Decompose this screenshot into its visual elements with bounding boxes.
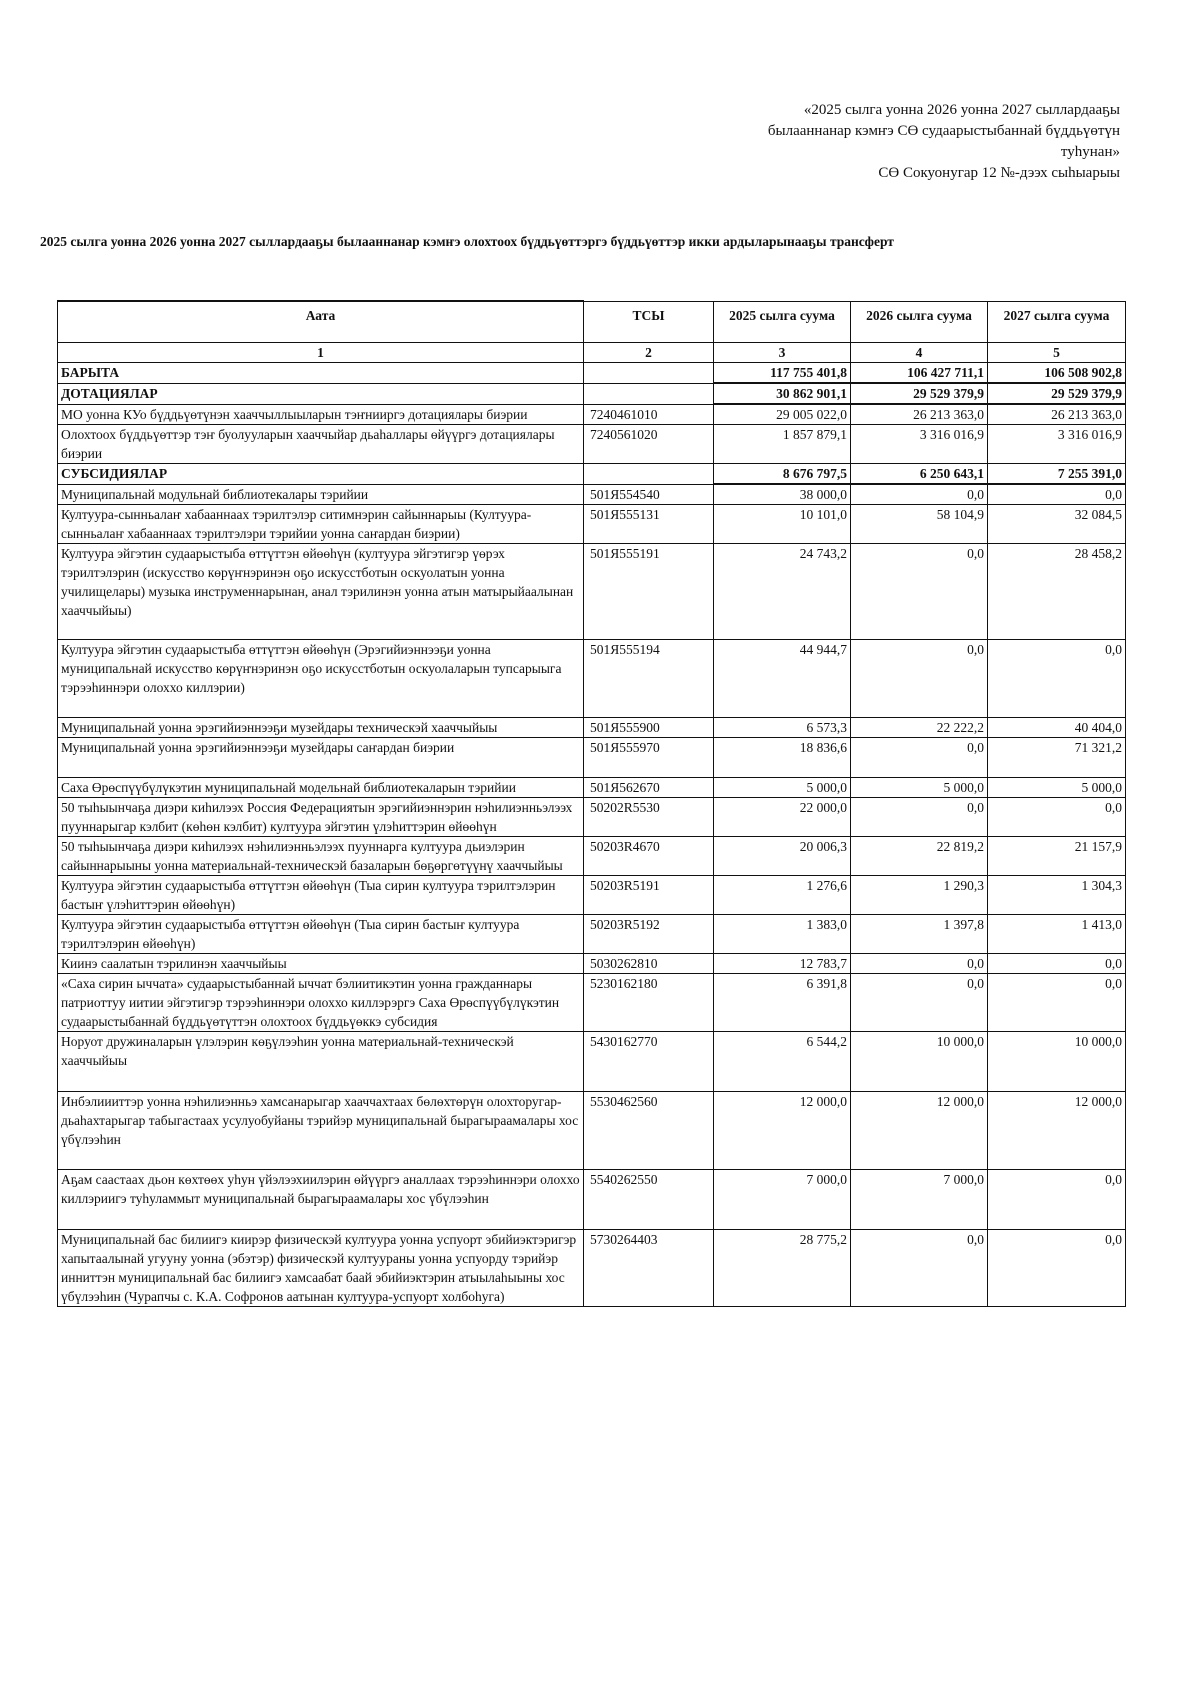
table-row bbox=[58, 425, 1126, 464]
row-name: Муниципальнай модульнай библиотекалары тэрийии bbox=[58, 484, 584, 505]
approval-note bbox=[680, 100, 1120, 184]
value-2026: 0,0 bbox=[851, 798, 988, 837]
value-2027: 21 157,9 bbox=[988, 837, 1126, 876]
value-2025: 6 391,8 bbox=[714, 974, 851, 1032]
row-code bbox=[584, 464, 714, 485]
value-2026: 0,0 bbox=[851, 1230, 988, 1307]
value-2025: 117 755 401,8 bbox=[714, 363, 851, 384]
value-2027: 0,0 bbox=[988, 640, 1126, 718]
row-code: 5230162180 bbox=[584, 974, 714, 1032]
row-name: Култуура эйгэтин судаарыстыба өттүттэн өйөөһүн (Тыа сирин култуура тэрилтэлэрин бастыҥ үлэһиттэрин өйөөһүн) bbox=[58, 876, 584, 915]
row-code: 50203R5191 bbox=[584, 876, 714, 915]
row-name: Култуура эйгэтин судаарыстыба өттүттэн өйөөһүн (култуура эйгэтигэр үөрэх тэрилтэлэрин (искусство көрүҥнэринэн оҕо искусстботын оскуолатын уонна училищелары) музыка инструменнарынан, анал тэрилинэн уонна атын матырыйаалынан хааччыйыы) bbox=[58, 544, 584, 640]
transfers-table bbox=[57, 300, 1126, 1307]
row-code: 5430162770 bbox=[584, 1032, 714, 1092]
value-2026: 10 000,0 bbox=[851, 1032, 988, 1092]
row-name: «Саха сирин ыччата» судаарыстыбаннай ыччат бэлиитикэтин уонна гражданнары патриоттуу иитии эйгэтигэр тэрээһиннэри олоххо киллэрэргэ Саха Өрөспүүбүлүкэтин судаарыстыбаннай бүддьүөтүттэн олохтоох бүддьүөккэ субсидия bbox=[58, 974, 584, 1032]
value-2027: 0,0 bbox=[988, 798, 1126, 837]
row-code: 501Я555900 bbox=[584, 718, 714, 738]
value-2025: 1 383,0 bbox=[714, 915, 851, 954]
value-2027: 0,0 bbox=[988, 954, 1126, 974]
table-row bbox=[58, 778, 1126, 798]
value-2025: 22 000,0 bbox=[714, 798, 851, 837]
table-row bbox=[58, 544, 1126, 640]
row-name: Инбэлиииттэр уонна нэһилиэнньэ хамсанарыгар хааччахтаах бөлөхтөрүн олохторугар-дьаһахтарыгар табыгастаах усулуобуйаны тэрийэр муниципальнай бырагыраамалары хос үбүлээһин bbox=[58, 1092, 584, 1170]
column-index: 2 bbox=[584, 343, 714, 363]
value-2026: 0,0 bbox=[851, 738, 988, 778]
column-index: 4 bbox=[851, 343, 988, 363]
row-code: 5730264403 bbox=[584, 1230, 714, 1307]
value-2025: 20 006,3 bbox=[714, 837, 851, 876]
row-code: 501Я555191 bbox=[584, 544, 714, 640]
value-2026: 1 397,8 bbox=[851, 915, 988, 954]
row-name: ДОТАЦИЯЛАР bbox=[58, 383, 584, 404]
row-name: Муниципальнай уонна эрэгийиэннээҕи музейдары саҥардан биэрии bbox=[58, 738, 584, 778]
value-2025: 12 783,7 bbox=[714, 954, 851, 974]
row-name: Култуура эйгэтин судаарыстыба өттүттэн өйөөһүн (Тыа сирин бастыҥ култуура тэрилтэлэрин өйөөһүн) bbox=[58, 915, 584, 954]
value-2027: 3 316 016,9 bbox=[988, 425, 1126, 464]
row-name: 50 тыһыынчаҕа диэри киһилээх Россия Федерациятын эрэгийиэннэрин нэһилиэнньэлээх пууннарыгар кэлбит (көһөн кэлбит) култуура эйгэтин үлэһиттэрин өйөөһүн bbox=[58, 798, 584, 837]
value-2026: 7 000,0 bbox=[851, 1170, 988, 1230]
document-title: 2025 сылга уонна 2026 уонна 2027 сыллардааҕы былааннанар кэмҥэ олохтоох бүддьүөттэргэ бүддьүөттэр икки ардыларынааҕы трансферт bbox=[40, 234, 894, 249]
value-2025: 18 836,6 bbox=[714, 738, 851, 778]
row-code bbox=[584, 383, 714, 404]
value-2027: 1 413,0 bbox=[988, 915, 1126, 954]
value-2027: 71 321,2 bbox=[988, 738, 1126, 778]
row-name: Муниципальнай уонна эрэгийиэннээҕи музейдары техническэй хааччыйыы bbox=[58, 718, 584, 738]
value-2026: 0,0 bbox=[851, 974, 988, 1032]
value-2026: 3 316 016,9 bbox=[851, 425, 988, 464]
row-name: Аҕам саастаах дьон көхтөөх уһун үйэлээхиилэрин өйүүргэ аналлаах тэрээһиннэри олоххо киллэриигэ туһуламмыт муниципальнай бырагыраамалары хос үбүлээһин bbox=[58, 1170, 584, 1230]
value-2026: 12 000,0 bbox=[851, 1092, 988, 1170]
table-row bbox=[58, 484, 1126, 505]
value-2027: 29 529 379,9 bbox=[988, 383, 1126, 404]
value-2025: 6 573,3 bbox=[714, 718, 851, 738]
value-2027: 28 458,2 bbox=[988, 544, 1126, 640]
row-code: 7240561020 bbox=[584, 425, 714, 464]
table-row bbox=[58, 640, 1126, 718]
value-2025: 28 775,2 bbox=[714, 1230, 851, 1307]
value-2026: 106 427 711,1 bbox=[851, 363, 988, 384]
value-2025: 44 944,7 bbox=[714, 640, 851, 718]
value-2026: 22 819,2 bbox=[851, 837, 988, 876]
value-2027: 10 000,0 bbox=[988, 1032, 1126, 1092]
value-2025: 5 000,0 bbox=[714, 778, 851, 798]
table-row bbox=[58, 1092, 1126, 1170]
table-row bbox=[58, 1230, 1126, 1307]
value-2025: 10 101,0 bbox=[714, 505, 851, 544]
table-row bbox=[58, 798, 1126, 837]
row-code: 501Я562670 bbox=[584, 778, 714, 798]
header-2027: 2027 сылга суума bbox=[988, 301, 1126, 343]
value-2026: 29 529 379,9 bbox=[851, 383, 988, 404]
table-row bbox=[58, 876, 1126, 915]
table-body bbox=[58, 363, 1126, 1307]
row-code: 5540262550 bbox=[584, 1170, 714, 1230]
value-2025: 29 005 022,0 bbox=[714, 404, 851, 425]
table-row bbox=[58, 974, 1126, 1032]
value-2025: 6 544,2 bbox=[714, 1032, 851, 1092]
table-row bbox=[58, 718, 1126, 738]
value-2027: 0,0 bbox=[988, 1170, 1126, 1230]
table-header-row bbox=[58, 301, 1126, 343]
value-2025: 38 000,0 bbox=[714, 484, 851, 505]
value-2027: 1 304,3 bbox=[988, 876, 1126, 915]
row-name: 50 тыһыынчаҕа диэри киһилээх нэһилиэнньэлээх пууннарга култуура дьиэлэрин сайыннарыыны уонна материальнай-техническэй базаларын бөҕөргөтүүнү хааччыйыы bbox=[58, 837, 584, 876]
value-2025: 24 743,2 bbox=[714, 544, 851, 640]
value-2026: 0,0 bbox=[851, 544, 988, 640]
value-2026: 0,0 bbox=[851, 954, 988, 974]
value-2026: 5 000,0 bbox=[851, 778, 988, 798]
value-2026: 0,0 bbox=[851, 640, 988, 718]
row-name: Киинэ саалатын тэрилинэн хааччыйыы bbox=[58, 954, 584, 974]
table-row bbox=[58, 915, 1126, 954]
header-name: Аата bbox=[58, 301, 584, 343]
table-row bbox=[58, 1170, 1126, 1230]
row-name: Олохтоох бүддьүөттэр тэҥ буолууларын хааччыйар дьаһаллары өйүүргэ дотациялары биэрии bbox=[58, 425, 584, 464]
table-row bbox=[58, 383, 1126, 404]
approval-note-line: туһунан» bbox=[1060, 144, 1120, 160]
value-2025: 30 862 901,1 bbox=[714, 383, 851, 404]
row-name: Муниципальнай бас билиигэ киирэр физическэй култуура уонна успуорт эбийиэктэригэр хапытаалынай угууну уонна (эбэтэр) физическэй култуураны уонна успуорду тэрийэр инниттэн муниципальнай бас билиигэ хамсаабат баай эбийиэктэрин атыылаһыыны хос үбүлээһин (Чурапчы с. К.А. Софронов аатынан култуура-успуорт холбоһуга) bbox=[58, 1230, 584, 1307]
column-index: 3 bbox=[714, 343, 851, 363]
value-2025: 7 000,0 bbox=[714, 1170, 851, 1230]
row-name: МО уонна КУо бүддьүөтүнэн хааччыллыыларын тэҥнииргэ дотациялары биэрии bbox=[58, 404, 584, 425]
row-code: 50203R5192 bbox=[584, 915, 714, 954]
value-2027: 40 404,0 bbox=[988, 718, 1126, 738]
approval-note-line: «2025 сылга уонна 2026 уонна 2027 сыллардааҕы bbox=[803, 102, 1120, 118]
column-index: 5 bbox=[988, 343, 1126, 363]
table-row bbox=[58, 738, 1126, 778]
value-2026: 1 290,3 bbox=[851, 876, 988, 915]
value-2025: 1 857 879,1 bbox=[714, 425, 851, 464]
row-name: БАРЫТА bbox=[58, 363, 584, 384]
approval-note-line: былааннанар кэмҥэ СӨ судаарыстыбаннай бүддьүөтүн bbox=[767, 123, 1120, 139]
row-code: 501Я555970 bbox=[584, 738, 714, 778]
row-name: СУБСИДИЯЛАР bbox=[58, 464, 584, 485]
approval-note-line: СӨ Сокуонугар 12 №-дээх сыһыарыы bbox=[878, 165, 1120, 181]
value-2026: 6 250 643,1 bbox=[851, 464, 988, 485]
row-code: 50203R4670 bbox=[584, 837, 714, 876]
value-2025: 8 676 797,5 bbox=[714, 464, 851, 485]
row-code: 501Я554540 bbox=[584, 484, 714, 505]
row-code: 7240461010 bbox=[584, 404, 714, 425]
value-2026: 26 213 363,0 bbox=[851, 404, 988, 425]
row-code bbox=[584, 363, 714, 384]
row-code: 5530462560 bbox=[584, 1092, 714, 1170]
table-row bbox=[58, 954, 1126, 974]
value-2027: 7 255 391,0 bbox=[988, 464, 1126, 485]
row-name: Култуура эйгэтин судаарыстыба өттүттэн өйөөһүн (Эрэгийиэннээҕи уонна муниципальнай искусство көрүҥнэринэн оҕо искусстботын оскуолаларын тупсарыыга тэрээһиннэри олоххо киллэрии) bbox=[58, 640, 584, 718]
value-2026: 22 222,2 bbox=[851, 718, 988, 738]
row-code: 501Я555131 bbox=[584, 505, 714, 544]
table-row bbox=[58, 464, 1126, 485]
table-row bbox=[58, 363, 1126, 384]
header-code: ТСЫ bbox=[584, 301, 714, 343]
value-2027: 32 084,5 bbox=[988, 505, 1126, 544]
value-2026: 58 104,9 bbox=[851, 505, 988, 544]
row-name: Саха Өрөспүүбүлүкэтин муниципальнай модельнай библиотекаларын тэрийии bbox=[58, 778, 584, 798]
header-2026: 2026 сылга суума bbox=[851, 301, 988, 343]
row-code: 5030262810 bbox=[584, 954, 714, 974]
table-row bbox=[58, 1032, 1126, 1092]
row-name: Култуура-сынньалаҥ хабааннаах тэрилтэлэр ситимнэрин сайыннарыы (Култуура-сынньалаҥ хабааннаах тэрилтэлэри тэрийии уонна саҥардан биэрии) bbox=[58, 505, 584, 544]
value-2026: 0,0 bbox=[851, 484, 988, 505]
value-2027: 106 508 902,8 bbox=[988, 363, 1126, 384]
value-2025: 12 000,0 bbox=[714, 1092, 851, 1170]
table-row bbox=[58, 404, 1126, 425]
row-code: 50202R5530 bbox=[584, 798, 714, 837]
value-2027: 0,0 bbox=[988, 974, 1126, 1032]
header-2025: 2025 сылга суума bbox=[714, 301, 851, 343]
value-2025: 1 276,6 bbox=[714, 876, 851, 915]
column-index-row bbox=[58, 343, 1126, 363]
column-index: 1 bbox=[58, 343, 584, 363]
table-row bbox=[58, 505, 1126, 544]
value-2027: 12 000,0 bbox=[988, 1092, 1126, 1170]
value-2027: 5 000,0 bbox=[988, 778, 1126, 798]
row-name: Норуот дружиналарын үлэлэрин көҕүлээһин уонна материальнай-техническэй хааччыйыы bbox=[58, 1032, 584, 1092]
value-2027: 26 213 363,0 bbox=[988, 404, 1126, 425]
value-2027: 0,0 bbox=[988, 484, 1126, 505]
row-code: 501Я555194 bbox=[584, 640, 714, 718]
table-row bbox=[58, 837, 1126, 876]
value-2027: 0,0 bbox=[988, 1230, 1126, 1307]
